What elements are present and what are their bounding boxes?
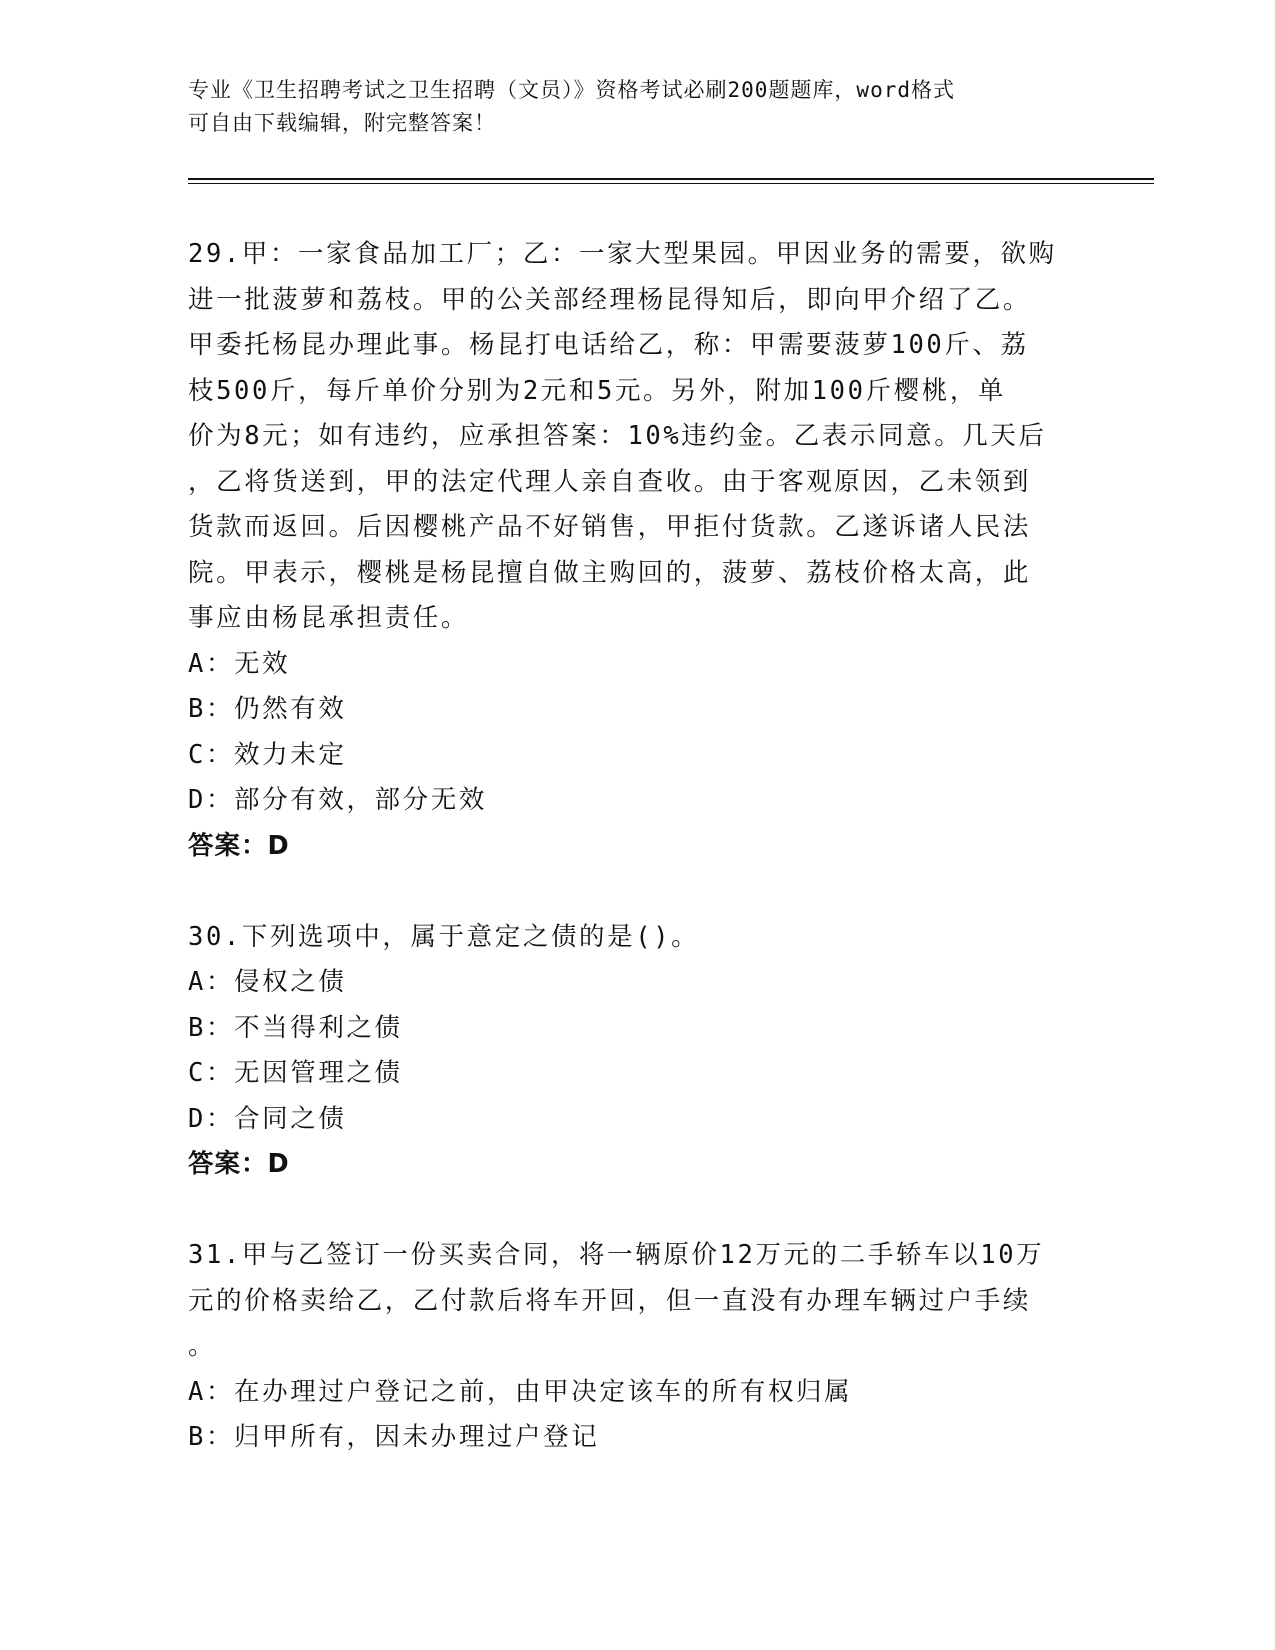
option-b: B：归甲所有，因未办理过户登记 bbox=[188, 1422, 600, 1452]
option-c: C：效力未定 bbox=[188, 739, 347, 770]
document-header bbox=[188, 74, 1088, 140]
question-stem-line: 甲委托杨昆办理此事。杨昆打电话给乙，称：甲需要菠萝100斤、荔 bbox=[188, 330, 1029, 360]
question-stem-line: 。 bbox=[188, 1331, 217, 1361]
option-c: C：无因管理之债 bbox=[188, 1058, 403, 1088]
question-30 bbox=[188, 915, 1088, 1188]
question-stem-line: 31.甲与乙签订一份买卖合同，将一辆原价12万元的二手轿车以10万 bbox=[188, 1240, 1045, 1270]
option-a: A：无效 bbox=[188, 648, 291, 679]
header-title-line-2: 可自由下载编辑，附完整答案！ bbox=[188, 111, 496, 135]
question-stem-line: 院。甲表示，樱桃是杨昆擅自做主购回的，菠萝、荔枝价格太高，此 bbox=[188, 557, 1032, 588]
answer-label: 答案：D bbox=[188, 1149, 290, 1179]
question-spacer bbox=[188, 869, 1088, 915]
header-divider-thick bbox=[188, 178, 1154, 180]
header-divider-thin bbox=[188, 183, 1154, 184]
answer-label: 答案：D bbox=[188, 830, 290, 861]
question-29 bbox=[188, 232, 1088, 869]
option-b: B：仍然有效 bbox=[188, 694, 347, 724]
option-d: D：合同之债 bbox=[188, 1103, 347, 1134]
question-stem-line: 元的价格卖给乙，乙付款后将车开回，但一直没有办理车辆过户手续 bbox=[188, 1285, 1032, 1316]
question-stem-line: 货款而返回。后因樱桃产品不好销售，甲拒付货款。乙遂诉诸人民法 bbox=[188, 512, 1032, 542]
question-stem-line: 30.下列选项中，属于意定之债的是()。 bbox=[188, 921, 700, 952]
question-spacer bbox=[188, 1188, 1088, 1234]
option-a: A：在办理过户登记之前，由甲决定该车的所有权归属 bbox=[188, 1376, 853, 1407]
question-31 bbox=[188, 1233, 1088, 1461]
question-list bbox=[188, 232, 1088, 1461]
option-b: B：不当得利之债 bbox=[188, 1012, 403, 1043]
question-stem-line: ，乙将货送到，甲的法定代理人亲自查收。由于客观原因，乙未领到 bbox=[188, 466, 1032, 497]
question-stem-line: 进一批菠萝和荔枝。甲的公关部经理杨昆得知后，即向甲介绍了乙。 bbox=[188, 284, 1032, 315]
header-title-line-1: 专业《卫生招聘考试之卫生招聘（文员）》资格考试必刷200题题库，word格式 bbox=[188, 78, 955, 102]
option-d: D：部分有效，部分无效 bbox=[188, 785, 487, 815]
option-a: A：侵权之债 bbox=[188, 967, 347, 997]
question-stem-line: 事应由杨昆承担责任。 bbox=[188, 603, 470, 633]
question-stem-line: 枝500斤，每斤单价分别为2元和5元。另外，附加100斤樱桃，单 bbox=[188, 375, 1007, 406]
question-stem-line: 价为8元；如有违约，应承担答案：10%违约金。乙表示同意。几天后 bbox=[188, 421, 1047, 451]
question-stem-line: 29.甲：一家食品加工厂；乙：一家大型果园。甲因业务的需要，欲购 bbox=[188, 239, 1057, 269]
